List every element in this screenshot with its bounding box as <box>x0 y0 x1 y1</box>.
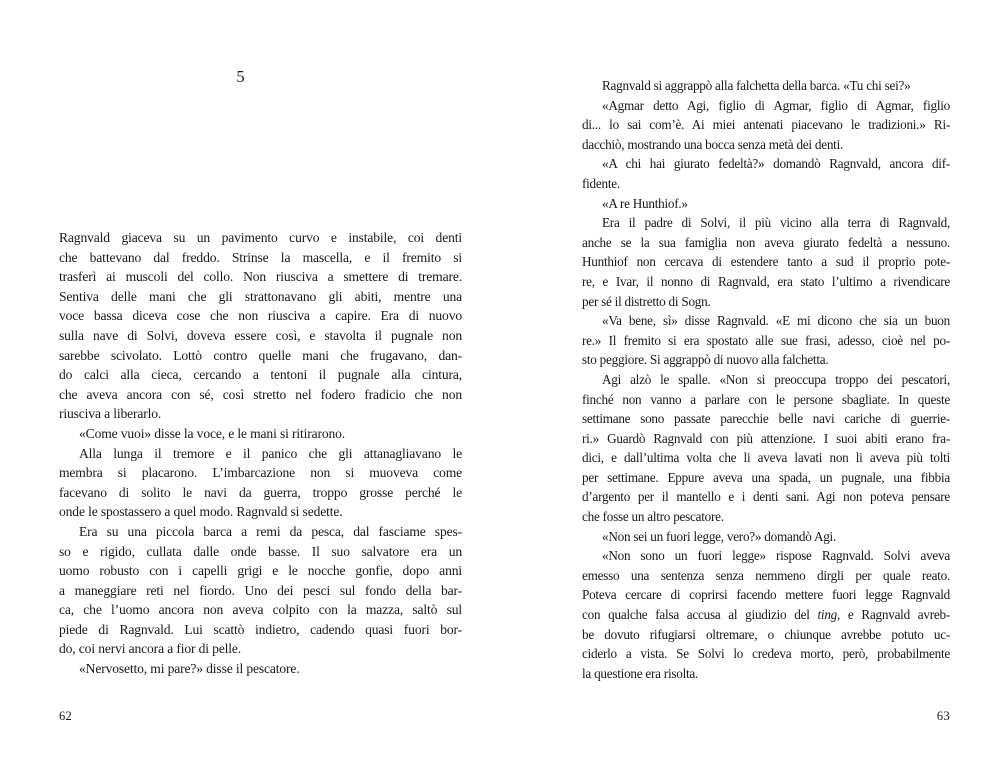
text-line: settimane sono passate parecchie belle navi cariche di guerrie- <box>582 411 950 427</box>
text-line: che battevano dal freddo. Strinse la mascella, e il fremito si <box>59 249 462 265</box>
text-line: emesso una sentenza senza nemmeno dirgli per quale reato. <box>582 567 950 583</box>
text-line: «Non sei un fuori legge, vero?» domandò Agi. <box>602 528 837 544</box>
text-line: Poteva cercare di coprirsi facendo mettere fuori legge Ragnvald <box>582 587 950 603</box>
text-line: per settimane. Eppure aveva una spada, un pugnale, una fibbia <box>582 469 950 485</box>
text-line: ca, che l’uomo ancora non aveva colpito con la mazza, saltò sul <box>59 602 462 618</box>
text-line: «Nervosetto, mi pare?» disse il pescatore. <box>79 661 300 677</box>
text-line: so e rigido, cullata dalle onde basse. Il suo salvatore era un <box>59 543 462 559</box>
text-line: per sé il distretto di Sogn. <box>582 293 711 309</box>
text-line: Ragnvald giaceva su un pavimento curvo e instabile, coi denti <box>59 230 462 245</box>
text-line: do, coi nervi ancora a fior di pelle. <box>59 641 242 657</box>
text-line: dacchiò, mostrando una bocca senza metà dei denti. <box>582 136 844 152</box>
text-line: sulla nave di Solvi, doveva essere così, e stavolta il pugnale non <box>59 327 462 343</box>
text-line: «A chi hai giurato fedeltà?» domandò Ragnvald, ancora dif- <box>602 156 950 172</box>
text-line: d’argento per il mantello e i denti sani. Agi non poteva pensare <box>582 489 950 505</box>
text-line: ri.» Guardò Ragnvald con più attenzione. I suoi abiti erano fra- <box>582 430 950 446</box>
right-page-text <box>582 76 950 683</box>
text-line: do calci alla cieca, cercando a tentoni il pugnale alla cintura, <box>59 367 462 383</box>
text-line: sarebbe scivolato. Lottò contro quelle mani che frugavano, dan- <box>59 347 462 363</box>
text-line: Era il padre di Solvi, il più vicino alla terra di Ragnvald, <box>602 215 950 231</box>
text-line: dici, e dall’ultima volta che li aveva lavati non li aveva più tolti <box>582 450 950 466</box>
text-line: a maneggiare reti nel fiordo. Uno dei pesci sul fondo della bar- <box>59 582 462 598</box>
text-line: ciderlo a vista. Se Solvi lo credeva morto, però, probabilmente <box>582 646 950 662</box>
text-line: che aveva ancora con sé, così stretto nel fodero fradicio che non <box>59 386 462 402</box>
page-number-right: 63 <box>936 709 950 723</box>
text-line: Sentiva delle mani che gli strattonavano gli abiti, mentre una <box>59 288 462 304</box>
text-line: Agi alzò le spalle. «Non si preoccupa troppo dei pescatori, <box>602 371 950 387</box>
text-line: membra si placarono. L’imbarcazione non si muoveva come <box>59 465 462 481</box>
text-line: Era su una piccola barca a remi da pesca, dal fasciame spes- <box>79 523 462 539</box>
text-line: «Come vuoi» disse la voce, e le mani si ritirarono. <box>79 425 346 441</box>
chapter-number: 5 <box>236 67 245 86</box>
text-line: sto peggiore. Si aggrappò di nuovo alla falchetta. <box>582 352 829 368</box>
page-number-left: 62 <box>59 709 73 723</box>
text-line: «A re Hunthiof.» <box>602 195 688 211</box>
text-line: anche se la sua famiglia non aveva giurato fedeltà a nessuno. <box>582 234 950 250</box>
text-line: con qualche falsa accusa al giudizio del ting, e Ragnvald avreb- <box>582 607 950 623</box>
text-line: finché non vanno a parlare con le persone sbagliate. In queste <box>582 391 950 407</box>
text-line: Hunthiof non cercava di estendere tanto a sud il proprio pote- <box>582 254 950 270</box>
text-line: trasferì ai muscoli del collo. Non riusciva a smettere di tremare. <box>59 269 462 285</box>
text-line: Alla lunga il tremore e il panico che gli attanagliavano le <box>79 445 462 461</box>
text-line: la questione era risolta. <box>582 665 699 681</box>
text-line: facevano di solito le navi da guerra, troppo grosse perché le <box>59 484 462 500</box>
text-line: «Non sono un fuori legge» rispose Ragnvald. Solvi aveva <box>602 548 950 564</box>
page-left <box>59 0 462 768</box>
text-line: be dovuto rifugiarsi oltremare, o chiunque avrebbe potuto uc- <box>582 626 950 642</box>
text-line: che fosse un altro pescatore. <box>582 509 724 525</box>
text-line: re, e Ivar, il nonno di Ragnvald, era stato l’ultimo a rivendicare <box>582 273 950 289</box>
left-page-text <box>59 228 462 679</box>
text-line: Ragnvald si aggrappò alla falchetta della barca. «Tu chi sei?» <box>602 78 911 93</box>
text-line: di... lo sai com’è. Ai miei antenati piacevano le tradizioni.» Ri- <box>582 117 950 133</box>
text-line: «Agmar detto Agi, figlio di Agmar, figlio di Agmar, figlio <box>602 97 950 113</box>
text-line: onde le spostassero a quel modo. Ragnvald si sedette. <box>59 504 343 520</box>
text-line: piede di Ragnvald. Lui scattò indietro, cadendo quasi fuori bor- <box>59 621 462 637</box>
text-line: fidente. <box>582 175 620 191</box>
text-line: uomo robusto con i capelli grigi e le nocche gonfie, dopo anni <box>59 563 462 579</box>
page-right <box>582 0 950 768</box>
text-line: voce bassa diceva cose che non riusciva a capire. Era di nuovo <box>59 308 462 324</box>
text-line: re.» Il fremito si era spostato alle sue frasi, adesso, cioè nel po- <box>582 332 950 348</box>
text-line: riusciva a liberarlo. <box>59 406 162 422</box>
text-line: «Va bene, sì» disse Ragnvald. «E mi dicono che sia un buon <box>602 313 950 329</box>
